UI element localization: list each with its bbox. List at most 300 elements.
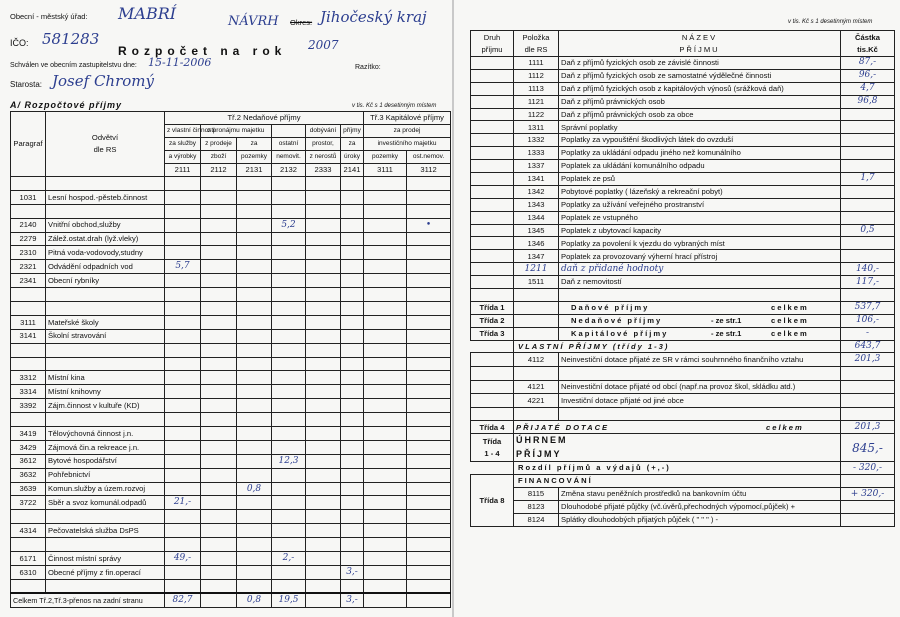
value-cell (407, 454, 451, 468)
empty-cell (471, 340, 514, 353)
value-cell (165, 288, 201, 302)
castka-cell (841, 250, 895, 263)
value-cell (272, 343, 306, 357)
value-cell (165, 524, 201, 538)
tr2-header: Tř.2 Nedaňové příjmy (165, 112, 364, 125)
odvetvi-cell: Místní kina (46, 371, 165, 385)
castka-header: Částka tis.Kč (841, 31, 895, 57)
units-right: v tis. Kč s 1 desetinným místem (788, 19, 873, 25)
value-cell (306, 204, 341, 218)
druh-cell (471, 147, 514, 160)
odvetvi-cell: Vnitřní obchod,služby (46, 218, 165, 232)
total-value-cell: 0,8 (237, 593, 272, 607)
uhrnem-name-2: PŘÍJMY (516, 448, 562, 459)
col-label: příjmy (341, 125, 364, 138)
paragraf-header: Paragraf (11, 112, 46, 177)
value-cell (201, 190, 237, 204)
col-label: úroky (341, 151, 364, 164)
polozka-cell: 1511 (514, 276, 559, 289)
value-cell (201, 329, 237, 343)
value-cell (201, 302, 237, 316)
value-cell (237, 427, 272, 441)
value-cell (201, 204, 237, 218)
druh-cell (471, 353, 514, 367)
value-cell (341, 302, 364, 316)
value-cell: • (407, 218, 451, 232)
paragraf-cell: 2321 (11, 260, 46, 274)
value-cell (237, 552, 272, 566)
value-cell (364, 552, 407, 566)
value-cell (272, 246, 306, 260)
value-cell (165, 427, 201, 441)
value-cell (306, 177, 341, 191)
table-row (471, 82, 895, 95)
table-row (11, 343, 451, 357)
table-row (471, 211, 895, 224)
polozka-cell: 8124 (514, 513, 559, 526)
polozka-cell (514, 407, 559, 421)
value-cell (364, 538, 407, 552)
polozka-cell: 1346 (514, 237, 559, 250)
vlastni-value: 643,7 (841, 340, 895, 353)
table-row (11, 468, 451, 482)
value-cell (237, 288, 272, 302)
total-value-cell (407, 593, 451, 607)
trida-row (471, 301, 895, 314)
table-row (11, 496, 451, 510)
value-cell (407, 538, 451, 552)
value-cell (306, 440, 341, 454)
value-cell (165, 385, 201, 399)
value-cell (165, 274, 201, 288)
odvetvi-header: Odvětví dle RS (46, 112, 165, 177)
value-cell (201, 579, 237, 593)
dotace-row (471, 380, 895, 394)
trida4-value: 201,3 (841, 421, 895, 434)
value-cell (341, 468, 364, 482)
col-label: z vlastní činnosti (165, 125, 201, 138)
polozka-cell: 1337 (514, 160, 559, 173)
financovani-row (471, 475, 895, 488)
value-cell (407, 440, 451, 454)
table-row (471, 121, 895, 134)
starosta-label: Starosta: (10, 80, 43, 89)
value-cell (201, 343, 237, 357)
total-row (11, 593, 451, 607)
trida-row (471, 327, 895, 340)
right-income-table (470, 30, 895, 527)
paragraf-cell (11, 579, 46, 593)
value-cell (407, 524, 451, 538)
vlastni-label: VLASTNÍ PŘÍJMY (třídy 1-3) (514, 340, 841, 353)
castka-cell (841, 134, 895, 147)
nazev-cell: Poplatek ze vstupného (559, 211, 841, 224)
paragraf-cell (11, 177, 46, 191)
value-cell (272, 524, 306, 538)
druh-cell (471, 380, 514, 394)
value-cell (272, 427, 306, 441)
value-cell (272, 538, 306, 552)
value-cell (341, 274, 364, 288)
value-cell (407, 579, 451, 593)
value-cell (364, 565, 407, 579)
nazev-cell: Neinvestiční dotace přijaté od obcí (např.na provoz škol, skládku atd.) (559, 380, 841, 394)
value-cell (165, 579, 201, 593)
value-cell (237, 510, 272, 524)
castka-cell: 117,- (841, 276, 895, 289)
col-label: investičního majetku (364, 138, 451, 151)
paragraf-cell (11, 204, 46, 218)
value-cell (306, 579, 341, 593)
col-label: pozemky (364, 151, 407, 164)
value-cell (165, 315, 201, 329)
ico-value: 581283 (42, 30, 100, 48)
trida-name: Nedaňové příjmy (571, 315, 663, 325)
value-cell (201, 315, 237, 329)
trida-celkem: celkem (771, 315, 809, 325)
polozka-cell: 8123 (514, 501, 559, 514)
value-cell (407, 565, 451, 579)
table-row (11, 329, 451, 343)
value-cell (407, 232, 451, 246)
value-cell (341, 260, 364, 274)
polozka-cell: 1332 (514, 134, 559, 147)
value-cell (306, 357, 341, 371)
paragraf-cell: 3392 (11, 399, 46, 413)
value-cell (201, 440, 237, 454)
value-cell (201, 288, 237, 302)
uhrnem-druh-1: Třída (482, 437, 502, 447)
odvetvi-cell: Lesní hospod.-pěsteb.činnost (46, 190, 165, 204)
code-cell: 3111 (364, 164, 407, 177)
value-cell (237, 232, 272, 246)
value-cell (341, 315, 364, 329)
value-cell (306, 413, 341, 427)
druh-cell (471, 263, 514, 276)
vlastni-row (471, 340, 895, 353)
navrh-label: NÁVRH (228, 14, 279, 29)
total-label: Celkem Tř.2,Tř.3-přenos na zadní stranu (11, 593, 165, 607)
castka-cell (841, 198, 895, 211)
value-cell (306, 315, 341, 329)
empty-cell (514, 314, 559, 327)
polozka-cell (514, 367, 559, 381)
schvalen-value: 15-11-2006 (148, 56, 212, 69)
value-cell (341, 440, 364, 454)
value-cell (364, 440, 407, 454)
odvetvi-cell (46, 579, 165, 593)
nazev-cell: Daň z příjmů fyzických osob ze závislé činnosti (559, 57, 841, 70)
nazev-cell (559, 407, 841, 421)
table-row (11, 204, 451, 218)
value-cell (306, 399, 341, 413)
odvetvi-cell: Zálež.ostat.drah (lyž.vleky) (46, 232, 165, 246)
value-cell (272, 302, 306, 316)
value-cell (165, 357, 201, 371)
value-cell (237, 357, 272, 371)
polozka-cell: 1111 (514, 57, 559, 70)
nazev-cell: Poplatek za provozovaný výherní hrací přístroj (559, 250, 841, 263)
value-cell (201, 399, 237, 413)
value-cell (272, 190, 306, 204)
castka-cell: + 320,- (841, 488, 895, 501)
castka-cell (841, 160, 895, 173)
value-cell (341, 579, 364, 593)
value-cell (407, 315, 451, 329)
trida-mid: - ze str.1 (711, 315, 742, 325)
castka-cell: 4,7 (841, 82, 895, 95)
trida-label: Třída 1 (471, 301, 514, 314)
nazev-cell: Poplatky za vypouštění škodlivých látek do ovzduší (559, 134, 841, 147)
value-cell (364, 413, 407, 427)
col-label: za služby (165, 138, 201, 151)
value-cell (237, 343, 272, 357)
value-cell (407, 357, 451, 371)
polozka-cell: 4221 (514, 394, 559, 408)
trida4-name-cell (514, 421, 841, 434)
value-cell (201, 552, 237, 566)
polozka-cell: 1343 (514, 198, 559, 211)
trida-name-cell (559, 314, 841, 327)
table-row (471, 147, 895, 160)
value-cell (201, 274, 237, 288)
value-cell (364, 510, 407, 524)
value-cell (272, 357, 306, 371)
razitko-label: Razítko: (355, 64, 381, 71)
value-cell (341, 510, 364, 524)
value-cell (237, 371, 272, 385)
table-row (11, 357, 451, 371)
value-cell (165, 232, 201, 246)
value-cell (341, 538, 364, 552)
value-cell (272, 177, 306, 191)
nazev-cell: Poplatek za ukládání komunálního odpadu (559, 160, 841, 173)
value-cell (165, 510, 201, 524)
value-cell (165, 204, 201, 218)
trida-name: Daňové příjmy (571, 303, 650, 313)
rozdil-value: - 320,- (841, 462, 895, 475)
paragraf-cell: 3314 (11, 385, 46, 399)
value-cell (364, 427, 407, 441)
col-label: a výrobky (165, 151, 201, 164)
value-cell (237, 177, 272, 191)
value-cell (237, 579, 272, 593)
trida-name: Kapitálové příjmy (571, 328, 669, 338)
polozka-cell: 4112 (514, 353, 559, 367)
polozka-cell: 1342 (514, 185, 559, 198)
paragraf-cell: 2279 (11, 232, 46, 246)
value-cell: 21,- (165, 496, 201, 510)
code-cell: 3112 (407, 164, 451, 177)
druh-cell (471, 108, 514, 121)
paragraf-cell: 2341 (11, 274, 46, 288)
nazev-cell: Daň z příjmů právnických osob (559, 95, 841, 108)
nazev-cell: Daň z nemovitostí (559, 276, 841, 289)
value-cell (165, 190, 201, 204)
nazev-cell: Dlouhodobé přijaté půjčky (vč.úvěrů,přechodných výpomocí,půjček) + (559, 501, 841, 514)
value-cell (341, 552, 364, 566)
value-cell (407, 496, 451, 510)
value-cell (165, 468, 201, 482)
value-cell: 5,7 (165, 260, 201, 274)
value-cell: 49,- (165, 552, 201, 566)
odvetvi-cell: Komun.služby a územ.rozvoj (46, 482, 165, 496)
nazev-cell (559, 289, 841, 302)
paragraf-cell: 3429 (11, 440, 46, 454)
uhrnem-druh (471, 434, 514, 462)
value-cell (237, 315, 272, 329)
value-cell (306, 288, 341, 302)
nazev-cell: Poplatek z ubytovací kapacity (559, 224, 841, 237)
value-cell (272, 468, 306, 482)
value-cell (306, 510, 341, 524)
value-cell (272, 440, 306, 454)
nazev-cell: Poplatek ze psů (559, 173, 841, 186)
odvetvi-cell: Obecní rybníky (46, 274, 165, 288)
value-cell (306, 385, 341, 399)
odvetvi-cell: Odvádění odpadních vod (46, 260, 165, 274)
castka-cell (841, 289, 895, 302)
castka-cell (841, 367, 895, 381)
odvetvi-cell: Pohřebnictví (46, 468, 165, 482)
value-cell (237, 565, 272, 579)
value-cell (341, 371, 364, 385)
value-cell (165, 538, 201, 552)
table-row (11, 427, 451, 441)
castka-cell: 0,5 (841, 224, 895, 237)
trida4-celkem: celkem (766, 422, 804, 432)
code-cell: 2141 (341, 164, 364, 177)
value-cell: 5,2 (272, 218, 306, 232)
trida4-row (471, 421, 895, 434)
table-row (11, 552, 451, 566)
druh-cell (471, 198, 514, 211)
col-label: prostor, (306, 138, 341, 151)
table-row (471, 108, 895, 121)
table-row (11, 385, 451, 399)
castka-cell: 87,- (841, 57, 895, 70)
financovani-label: FINANCOVÁNÍ (514, 475, 841, 488)
value-cell (364, 177, 407, 191)
value-cell (201, 246, 237, 260)
castka-cell (841, 237, 895, 250)
castka-cell (841, 108, 895, 121)
value-cell (165, 399, 201, 413)
table-row (11, 288, 451, 302)
value-cell (306, 565, 341, 579)
value-cell (364, 302, 407, 316)
nazev-cell: Investiční dotace přijaté od jiné obce (559, 394, 841, 408)
polozka-cell: 1347 (514, 250, 559, 263)
value-cell (407, 204, 451, 218)
paragraf-cell (11, 413, 46, 427)
value-cell (364, 496, 407, 510)
value-cell: 0,8 (237, 482, 272, 496)
value-cell (306, 524, 341, 538)
col-label: nemovit. (272, 151, 306, 164)
uhrnem-row (471, 434, 895, 462)
druh-cell (471, 407, 514, 421)
nazev-header: NÁZEV PŘÍJMU (559, 31, 841, 57)
value-cell (407, 260, 451, 274)
value-cell (237, 440, 272, 454)
value-cell (407, 274, 451, 288)
value-cell (364, 274, 407, 288)
table-row (471, 57, 895, 70)
trida-value: 106,- (841, 314, 895, 327)
table-row (11, 413, 451, 427)
table-row (11, 482, 451, 496)
nazev-cell: Daň z příjmů právnických osob za obce (559, 108, 841, 121)
value-cell (201, 524, 237, 538)
druh-cell (471, 237, 514, 250)
value-cell (201, 357, 237, 371)
value-cell (364, 454, 407, 468)
value-cell (341, 399, 364, 413)
total-value-cell (364, 593, 407, 607)
col-label: ost.nemov. (407, 151, 451, 164)
paragraf-cell: 3639 (11, 482, 46, 496)
urad-value: MABRÍ (118, 4, 177, 23)
value-cell (341, 190, 364, 204)
trida-celkem: celkem (771, 303, 809, 313)
value-cell (201, 218, 237, 232)
odvetvi-cell (46, 302, 165, 316)
table-row (11, 218, 451, 232)
financovani-item-row (471, 513, 895, 526)
odvetvi-cell (46, 288, 165, 302)
table-row (11, 454, 451, 468)
value-cell (364, 371, 407, 385)
castka-cell (841, 121, 895, 134)
total-value-cell: 82,7 (165, 593, 201, 607)
value-cell (407, 343, 451, 357)
total-value-cell: 19,5 (272, 593, 306, 607)
castka-cell (841, 147, 895, 160)
castka-cell (841, 211, 895, 224)
value-cell (364, 329, 407, 343)
polozka-cell: 1113 (514, 82, 559, 95)
odvetvi-cell: Pitná voda-vodovody,studny (46, 246, 165, 260)
value-cell (272, 260, 306, 274)
nazev-cell: daň z přidané hodnoty (559, 263, 841, 276)
nazev-cell (559, 367, 841, 381)
odvetvi-cell: Zájmová čin.a rekreace j.n. (46, 440, 165, 454)
dotace-row (471, 407, 895, 421)
table-row (11, 371, 451, 385)
odvetvi-cell: Sběr a svoz komunál.odpadů (46, 496, 165, 510)
value-cell (364, 343, 407, 357)
castka-cell (841, 185, 895, 198)
value-cell (364, 357, 407, 371)
value-cell (306, 329, 341, 343)
schvalen-label: Schválen ve obecním zastupitelstvu dne: (10, 62, 137, 69)
value-cell (306, 454, 341, 468)
polozka-cell: 4121 (514, 380, 559, 394)
dotace-row (471, 367, 895, 381)
value-cell (306, 246, 341, 260)
value-cell (364, 288, 407, 302)
urad-label: Obecní - městský úřad: (10, 12, 88, 21)
rozdil-row (471, 462, 895, 475)
value-cell (237, 538, 272, 552)
druh-cell (471, 289, 514, 302)
empty-cell (514, 327, 559, 340)
col-label: za prodej (364, 125, 451, 138)
value-cell (341, 524, 364, 538)
table-row (471, 237, 895, 250)
paragraf-cell: 3722 (11, 496, 46, 510)
